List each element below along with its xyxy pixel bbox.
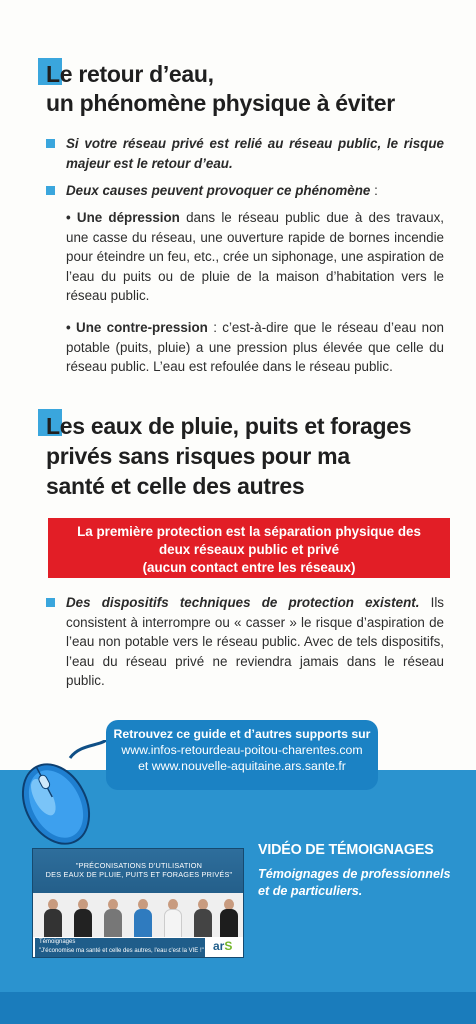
banner-line: deux réseaux public et privé bbox=[158, 542, 340, 557]
banner-line: (aucun contact entre les réseaux) bbox=[142, 560, 356, 575]
section-heading-retour-eau bbox=[46, 60, 395, 118]
thumbnail-title-line: "PRÉCONISATIONS D'UTILISATION bbox=[75, 861, 203, 870]
footer-band-bottom bbox=[0, 992, 476, 1024]
heading-line: un phénomène physique à éviter bbox=[46, 90, 395, 116]
bullet-text: Si votre réseau privé est relié au réseau public, le risque majeur est le retour d’eau. bbox=[66, 136, 444, 171]
bullet-item bbox=[46, 134, 444, 173]
heading-line: Les eaux de pluie, puits et forages bbox=[46, 413, 412, 439]
bullet-body: Ils consistent à interrompre ou « casser » le risque d’aspiration de l’eau non potable vers le réseau public. Avec de tels dispositifs, l’eau du réseau privé ne reviendra jamais dans le réseau public. bbox=[66, 595, 444, 688]
person-figure bbox=[219, 899, 239, 939]
protection-banner bbox=[48, 518, 450, 578]
ars-logo bbox=[213, 939, 232, 953]
video-title: VIDÉO DE TÉMOIGNAGES bbox=[258, 842, 434, 858]
ars-logo-text: ar bbox=[213, 939, 225, 953]
paragraph-body: : c’est-à-dire que le réseau d’eau non potable (puits, pluie) a une pression plus élevée que celle du réseau public. L’eau est refoulée dans le réseau public. bbox=[66, 320, 444, 374]
person-figure bbox=[73, 899, 93, 939]
thumbnail-caption-label: Témoignages bbox=[39, 939, 76, 945]
bullet-lead: Deux causes peuvent provoquer ce phénomène bbox=[66, 183, 371, 198]
video-subtitle: Témoignages de professionnels et de particuliers. bbox=[258, 867, 451, 898]
paragraph-contre-pression bbox=[66, 318, 444, 377]
paragraph-depression bbox=[66, 208, 444, 306]
info-box-title: Retrouvez ce guide et d’autres supports sur bbox=[113, 727, 371, 741]
heading-line: santé et celle des autres bbox=[46, 473, 305, 499]
bullet-tail: : bbox=[370, 183, 378, 198]
info-box-link[interactable]: www.infos-retourdeau-poitou-charentes.com bbox=[121, 743, 363, 757]
bullet-text bbox=[66, 593, 444, 691]
paragraph-lead: • Une dépression bbox=[66, 210, 180, 225]
bullet-text bbox=[66, 181, 444, 201]
info-box bbox=[106, 720, 378, 790]
person-figure bbox=[163, 899, 183, 939]
bullet-item bbox=[46, 181, 444, 201]
paragraph-lead: • Une contre-pression bbox=[66, 320, 208, 335]
thumbnail-title bbox=[33, 849, 244, 893]
bullet-item bbox=[46, 593, 444, 691]
thumbnail-people bbox=[33, 893, 244, 939]
heading-line: Le retour d’eau, bbox=[46, 61, 214, 87]
info-box-link[interactable]: et www.nouvelle-aquitaine.ars.sante.fr bbox=[138, 759, 346, 773]
bullet-square-icon bbox=[46, 139, 55, 148]
heading-line: privés sans risques pour ma bbox=[46, 443, 350, 469]
person-figure bbox=[133, 899, 153, 939]
bullet-square-icon bbox=[46, 598, 55, 607]
thumbnail-caption bbox=[35, 938, 205, 957]
bullet-lead: Des dispositifs techniques de protection existent. bbox=[66, 595, 420, 610]
computer-mouse-icon bbox=[10, 740, 106, 850]
thumbnail-caption-quote: "J'économise ma santé et celle des autres, l'eau c'est la VIE !" bbox=[39, 948, 204, 954]
video-thumbnail[interactable] bbox=[32, 848, 244, 958]
bullet-square-icon bbox=[46, 186, 55, 195]
person-figure bbox=[103, 899, 123, 939]
ars-logo-text: S bbox=[224, 939, 233, 953]
section-heading-eaux-pluie bbox=[46, 411, 411, 501]
person-figure bbox=[43, 899, 63, 939]
person-figure bbox=[193, 899, 213, 939]
thumbnail-title-line: DES EAUX DE PLUIE, PUITS ET FORAGES PRIVÉS" bbox=[45, 870, 233, 879]
banner-line: La première protection est la séparation physique des bbox=[77, 524, 421, 539]
paragraph-body: dans le réseau public due à des travaux, une casse du réseau, une ouverture rapide de bornes incendie pour éteindre un feu, etc., crée un siphonage, une aspiration de l’eau du puits ou de pluie de la maison d’habitation vers le réseau public. bbox=[66, 210, 444, 303]
